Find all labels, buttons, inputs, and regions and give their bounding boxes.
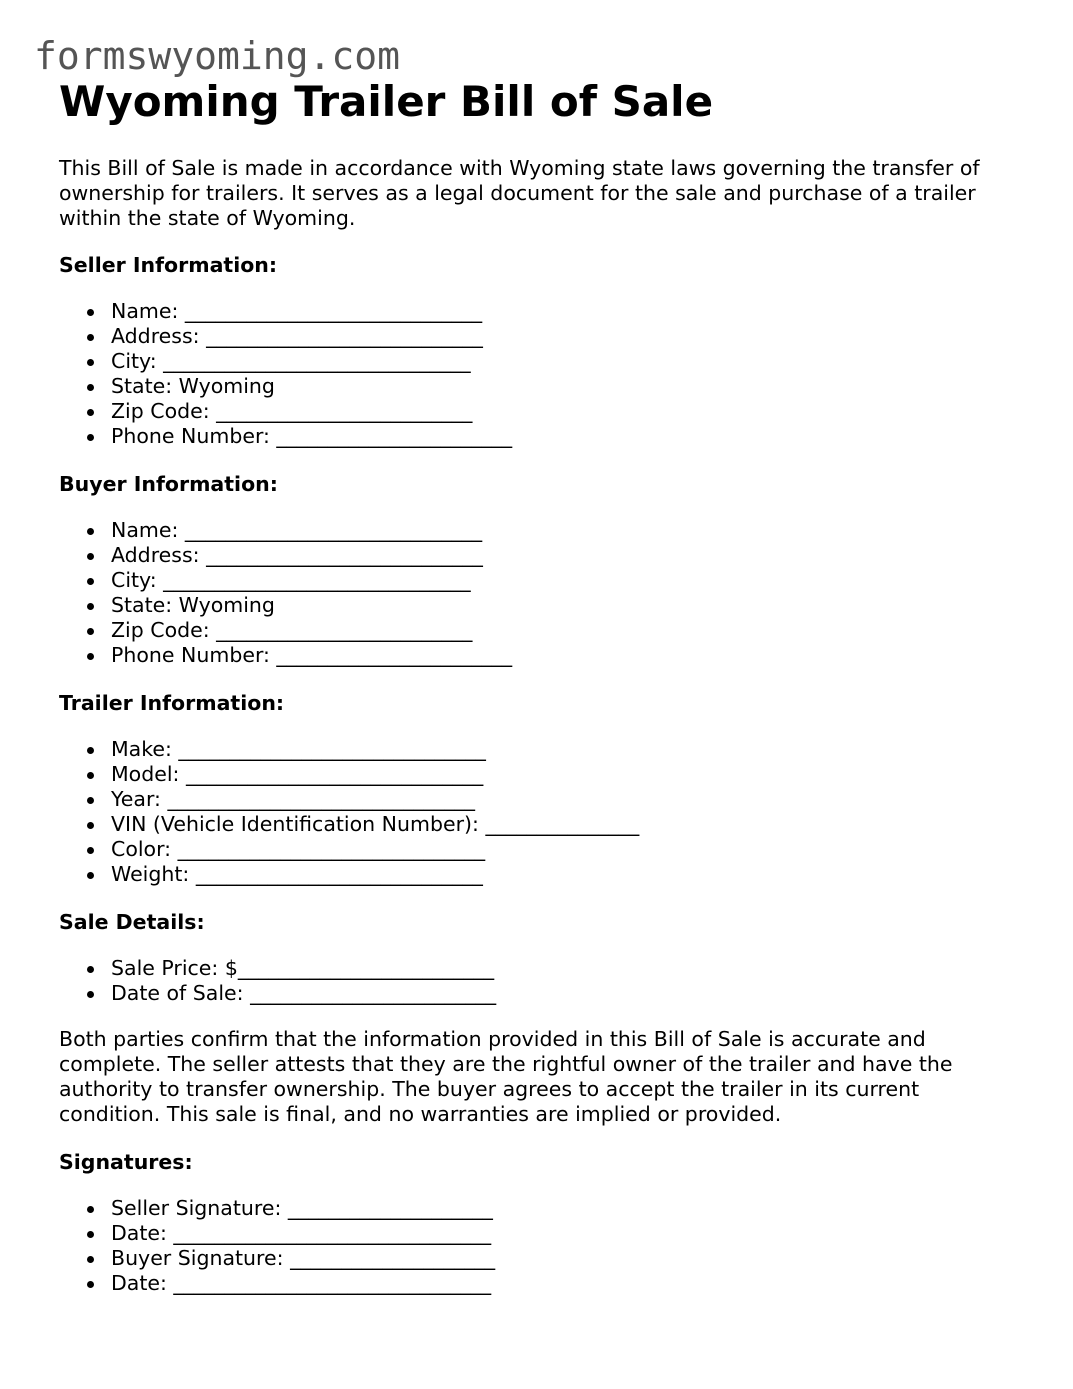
seller-name-field: Name: _____________________________ [111,299,1019,324]
sale-date-field: Date of Sale: ________________________ [111,981,1019,1006]
document-page [59,76,1019,1296]
sale-price-field: Sale Price: $_________________________ [111,956,1019,981]
seller-heading: Seller Information: [59,253,278,278]
trailer-heading: Trailer Information: [59,691,285,716]
seller-list [59,299,1019,449]
trailer-year-field: Year: ______________________________ [111,787,1019,812]
buyer-signature-field: Buyer Signature: ____________________ [111,1246,1019,1271]
signatures-heading: Signatures: [59,1150,193,1175]
seller-phone-field: Phone Number: _______________________ [111,424,1019,449]
buyer-phone-field: Phone Number: _______________________ [111,643,1019,668]
buyer-city-field: City: ______________________________ [111,568,1019,593]
trailer-list [59,737,1019,887]
trailer-weight-field: Weight: ____________________________ [111,862,1019,887]
trailer-color-field: Color: ______________________________ [111,837,1019,862]
buyer-date-field: Date: _______________________________ [111,1271,1019,1296]
buyer-state-field: State: Wyoming [111,593,1019,618]
buyer-list [59,518,1019,668]
trailer-vin-field: VIN (Vehicle Identification Number): _______________ [111,812,1019,837]
sale-list [59,956,1019,1006]
buyer-address-field: Address: ___________________________ [111,543,1019,568]
trailer-make-field: Make: ______________________________ [111,737,1019,762]
document-title: Wyoming Trailer Bill of Sale [59,77,714,126]
buyer-heading: Buyer Information: [59,472,278,497]
seller-date-field: Date: _______________________________ [111,1221,1019,1246]
seller-state-field: State: Wyoming [111,374,1019,399]
buyer-zip-field: Zip Code: _________________________ [111,618,1019,643]
trailer-model-field: Model: _____________________________ [111,762,1019,787]
site-watermark: formswyoming.com [34,34,401,78]
buyer-name-field: Name: _____________________________ [111,518,1019,543]
sale-heading: Sale Details: [59,910,205,935]
seller-address-field: Address: ___________________________ [111,324,1019,349]
seller-signature-field: Seller Signature: ____________________ [111,1196,1019,1221]
confirmation-paragraph: Both parties confirm that the information provided in this Bill of Sale is accurate and complete. The seller attests that they are the rightful owner of the trailer and have the authority to transfer ownership. The buyer agrees to accept the trailer in its current condition. This sale is final, and no warranties are implied or provided. [59,1027,953,1127]
seller-city-field: City: ______________________________ [111,349,1019,374]
signatures-list [59,1196,1019,1296]
seller-zip-field: Zip Code: _________________________ [111,399,1019,424]
intro-paragraph: This Bill of Sale is made in accordance with Wyoming state laws governing the transfer of ownership for trailers. It serves as a legal document for the sale and purchase of a trailer within the state of Wyoming. [59,156,980,230]
